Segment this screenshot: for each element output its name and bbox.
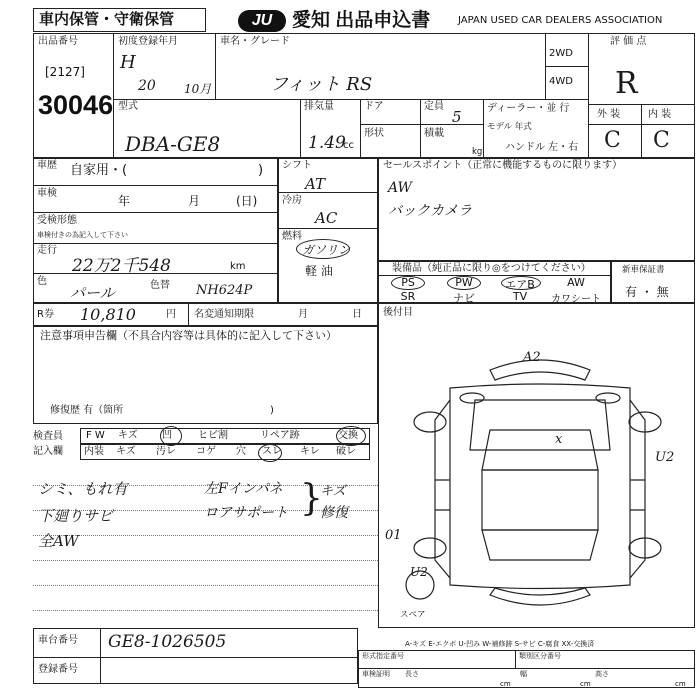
footer-class-label: 類別区分番号 bbox=[519, 652, 561, 660]
check-hole: 穴 bbox=[236, 446, 246, 457]
check-burn: コゲ bbox=[196, 446, 216, 457]
reg-no-label: 登録番号 bbox=[38, 664, 78, 675]
check-rub: スレ bbox=[262, 446, 282, 457]
check-tear: 破レ bbox=[336, 446, 356, 457]
footer-cm-2: cm bbox=[580, 680, 591, 688]
remarks-label: 後付目 bbox=[383, 307, 413, 318]
rear-window bbox=[482, 530, 598, 560]
receive-note: 車検付きの為記入して下さい bbox=[37, 231, 128, 239]
notes-label: 注意事項申告欄（不具合内容等は具体的に記入して下さい） bbox=[40, 329, 337, 342]
handle-label: ハンドル 左・右 bbox=[505, 142, 579, 153]
ju-logo bbox=[238, 10, 286, 32]
check-scratch: キズ bbox=[118, 430, 138, 441]
mileage-value: 22万2千548 bbox=[72, 256, 171, 276]
diagram-u2-spare: U2 bbox=[410, 565, 428, 579]
diesel-label: 軽 油 bbox=[305, 264, 333, 278]
rear-bumper bbox=[490, 588, 590, 605]
note-line-3: 全AW bbox=[38, 532, 79, 550]
sales-points-label: セールスポイント（正常に機能するものに限ります） bbox=[383, 160, 623, 171]
repair-close: ) bbox=[270, 405, 274, 416]
check-dent: 凹 bbox=[162, 430, 172, 441]
km-label: km bbox=[230, 261, 246, 272]
check-cut: キレ bbox=[300, 446, 320, 457]
equipment-label: 装備品（純正品に限り◎をつけてください） bbox=[392, 263, 591, 274]
recycle-options: 有 ・ 無 bbox=[625, 285, 669, 299]
grade-label: 評 価 点 bbox=[610, 36, 647, 47]
r-ticket-value: 10,810 bbox=[80, 305, 136, 324]
displacement: 1.49 bbox=[308, 133, 346, 153]
note-line-7: 修復 bbox=[320, 505, 348, 521]
equip-navi: ナビ bbox=[453, 292, 475, 305]
recycle-label: 新車保証書 bbox=[622, 265, 665, 275]
insp-day: (日) bbox=[236, 194, 258, 208]
color-code: NH624P bbox=[196, 283, 253, 298]
color-value: パール bbox=[70, 284, 115, 302]
4wd-label: 4WD bbox=[549, 76, 573, 87]
aircon-label: 冷房 bbox=[282, 195, 302, 206]
footer-reg-label: 車検証明 bbox=[362, 670, 390, 678]
usage-close: ) bbox=[258, 163, 264, 178]
headlight-right bbox=[596, 393, 620, 403]
lot-no-label: 出品番号 bbox=[38, 36, 78, 47]
check-i-scratch: キズ bbox=[116, 446, 136, 457]
name-change-month: 月 bbox=[298, 309, 308, 320]
model-code-label: 型式 bbox=[118, 101, 138, 112]
interior-grade: C bbox=[653, 128, 670, 153]
inspector-label: 検査員 bbox=[33, 431, 63, 442]
sales-point-1: AW bbox=[388, 180, 412, 196]
cc-label: cc bbox=[343, 140, 354, 151]
check-fw: F W bbox=[86, 430, 105, 441]
usage-value: 自家用・( bbox=[70, 163, 128, 178]
shape-label: 形状 bbox=[364, 128, 384, 139]
receive-form-label: 受検形態 bbox=[37, 215, 77, 226]
equip-leather: カワシート bbox=[551, 294, 601, 305]
footer-cm-1: cm bbox=[500, 680, 511, 688]
sheet-title-en: JAPAN USED CAR DEALERS ASSOCIATION bbox=[458, 15, 663, 26]
repair-history-label: 修復歴 有（箇所 bbox=[50, 405, 124, 416]
aircon-value: AC bbox=[315, 209, 338, 227]
wheel-fl bbox=[414, 412, 446, 432]
equip-ps: PS bbox=[401, 276, 415, 289]
equip-tv: TV bbox=[512, 290, 528, 303]
lot-bracket: [2127] bbox=[45, 65, 85, 79]
ju-logo-text: JU bbox=[251, 12, 273, 29]
brace: } bbox=[300, 478, 323, 519]
kg-label: kg bbox=[472, 147, 483, 157]
footer-length-label: 長さ bbox=[405, 670, 419, 678]
name-change-label: 名変通知期限 bbox=[194, 309, 254, 320]
circle-airbag bbox=[501, 276, 541, 290]
overall-grade: R bbox=[615, 66, 638, 101]
fuel-value: ガソリン bbox=[302, 243, 351, 257]
note-line-8: 01 bbox=[385, 528, 402, 543]
note-line-2: 下廻りサビ bbox=[38, 507, 114, 525]
yen-label: 円 bbox=[166, 309, 176, 320]
equip-sr: SR bbox=[400, 290, 416, 303]
lot-number: 30046 bbox=[38, 90, 114, 120]
diagram-a2: A2 bbox=[523, 350, 541, 365]
note-line-6: キズ bbox=[320, 484, 346, 499]
footer-type-label: 形式指定番号 bbox=[362, 652, 404, 660]
storage-note: 車内保管・守衛保管 bbox=[39, 11, 175, 28]
footer-height-label: 高さ bbox=[595, 670, 609, 678]
check-dirt: 汚レ bbox=[156, 446, 176, 457]
diagram-x: x bbox=[555, 432, 563, 447]
reg-era: H bbox=[120, 52, 136, 73]
insp-year: 年 bbox=[118, 194, 131, 208]
footer-cm-3: cm bbox=[675, 680, 686, 688]
check-crack: ヒビ割 bbox=[198, 430, 228, 441]
circle-replace bbox=[336, 426, 366, 446]
right-side bbox=[630, 400, 645, 578]
inspection-label: 車検 bbox=[37, 188, 57, 199]
2wd-label: 2WD bbox=[549, 48, 573, 59]
check-interior: 内装 bbox=[84, 446, 104, 457]
damage-legend: A-キズ E-エクボ U-凹み W-補修跡 S-サビ C-腐食 XX-交換済 bbox=[405, 640, 595, 648]
check-replace: 交換 bbox=[338, 430, 358, 441]
headlight-left bbox=[460, 393, 484, 403]
shift-value: AT bbox=[305, 175, 326, 193]
mileage-label: 走行 bbox=[37, 245, 57, 256]
circle-ps bbox=[391, 276, 425, 290]
model-name: フィット RS bbox=[270, 74, 373, 95]
equip-aw: AW bbox=[567, 276, 585, 289]
r-ticket-label: R券 bbox=[37, 309, 54, 320]
note-line-4: 左Fインパネ bbox=[204, 481, 283, 497]
circle-pw bbox=[447, 276, 481, 290]
roof bbox=[482, 470, 598, 530]
hood bbox=[470, 400, 610, 450]
displacement-label: 排気量 bbox=[304, 101, 334, 112]
reg-year: 20 bbox=[138, 78, 156, 94]
capacity-label: 定員 bbox=[424, 101, 444, 112]
usage-label: 車歴 bbox=[37, 160, 57, 171]
body-outline bbox=[450, 384, 630, 589]
note-line-1: シミ、もれ有 bbox=[38, 480, 128, 498]
first-reg-label: 初度登録年月 bbox=[118, 36, 178, 47]
spare-label: スペア bbox=[400, 610, 426, 620]
wheel-rl bbox=[414, 538, 446, 558]
chassis-label: 車台番号 bbox=[38, 635, 78, 646]
exterior-grade: C bbox=[604, 128, 621, 153]
footer-width-label: 幅 bbox=[520, 670, 527, 678]
model-code: DBA-GE8 bbox=[125, 132, 221, 156]
model-year-label: モデル 年式 bbox=[487, 122, 532, 132]
color-label: 色 bbox=[37, 276, 47, 287]
dealer-label: ディーラー・並 行 bbox=[487, 103, 570, 114]
note-line-5: ロアサポート bbox=[204, 505, 288, 521]
shift-label: シフト bbox=[282, 160, 312, 171]
left-side bbox=[435, 400, 450, 578]
door-line-right bbox=[630, 480, 645, 510]
sheet-title: 愛知 出品申込書 bbox=[292, 10, 431, 31]
color-change-label: 色替 bbox=[150, 280, 170, 291]
model-name-label: 車名・グレード bbox=[220, 36, 290, 47]
vehicle-diagram bbox=[380, 330, 693, 630]
equip-airbag: エアB bbox=[505, 278, 535, 291]
circle-rub bbox=[258, 444, 282, 462]
check-repair: リペア跡 bbox=[260, 430, 300, 441]
chassis-value: GE8-1026505 bbox=[108, 632, 227, 652]
load-label: 積載 bbox=[424, 128, 444, 139]
fuel-label: 燃料 bbox=[282, 231, 302, 242]
reg-month: 10月 bbox=[184, 82, 212, 96]
sales-point-2: バックカメラ bbox=[388, 203, 472, 219]
door-line-left bbox=[435, 480, 450, 510]
record-label: 記入欄 bbox=[33, 446, 63, 457]
insp-month: 月 bbox=[188, 194, 201, 208]
capacity: 5 bbox=[452, 108, 462, 126]
equip-pw: PW bbox=[455, 276, 473, 289]
circle-dent bbox=[160, 426, 182, 446]
diagram-u2-right: U2 bbox=[655, 450, 675, 465]
interior-label: 内 装 bbox=[648, 109, 672, 120]
doors-label: ドア bbox=[364, 101, 384, 112]
exterior-label: 外 装 bbox=[597, 109, 621, 120]
name-change-day: 日 bbox=[352, 309, 362, 320]
